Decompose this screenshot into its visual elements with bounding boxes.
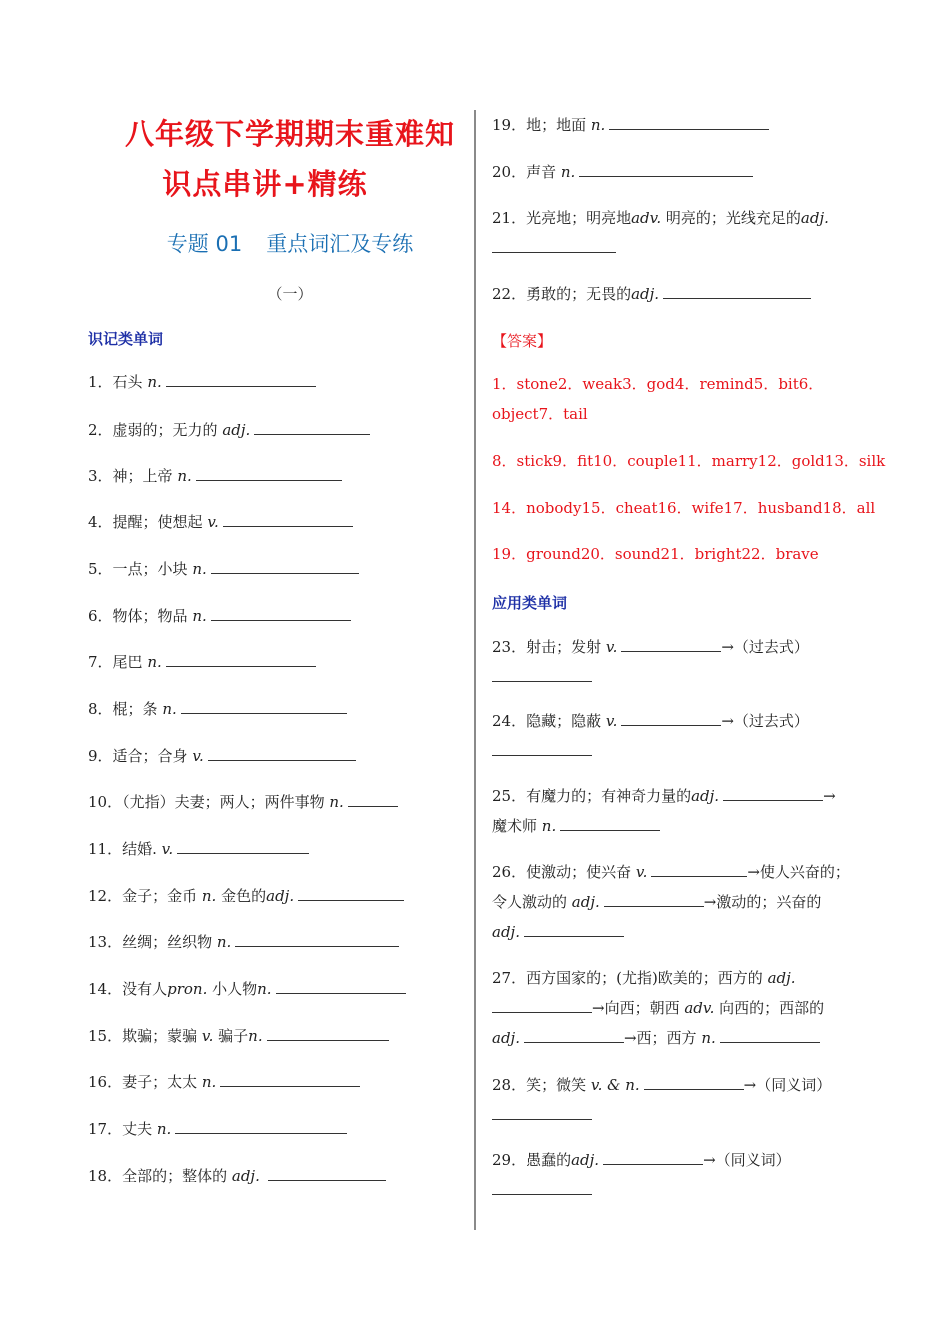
answer-blank[interactable] <box>254 420 370 435</box>
vocab-item-21-blank <box>492 238 616 258</box>
vocab-item-20: 20．声音 n. <box>492 162 753 182</box>
vocab-item-9: 9．适合；合身 v. <box>88 746 356 766</box>
vocab-item-11: 11．结婚. v. <box>88 839 309 859</box>
vocab-item-24-blank <box>492 741 592 761</box>
answer-line-1: 1．stone2．weak3．god4．remind5．bit6． <box>492 375 824 393</box>
answer-blank[interactable] <box>663 284 811 299</box>
answer-line-2: object7．tail <box>492 405 588 423</box>
vocab-item-28-blank <box>492 1105 592 1125</box>
vocab-item-21: 21．光亮地；明亮地adv. 明亮的；光线充足的adj. <box>492 209 829 227</box>
answer-blank[interactable] <box>492 998 592 1013</box>
answer-heading: 【答案】 <box>492 332 553 350</box>
vocab-item-3: 3．神；上帝 n. <box>88 466 342 486</box>
answer-blank[interactable] <box>175 1119 347 1134</box>
answer-blank[interactable] <box>298 886 404 901</box>
answer-blank[interactable] <box>268 1166 386 1181</box>
answer-blank[interactable] <box>720 1028 820 1043</box>
vocab-item-18: 18．全部的；整体的 adj. <box>88 1166 386 1186</box>
title-line-1: 八年级下学期期末重难知 <box>124 117 455 151</box>
vocab-item-22: 22．勇敢的；无畏的adj. <box>492 284 811 304</box>
answer-blank[interactable] <box>621 711 721 726</box>
answer-blank[interactable] <box>276 979 406 994</box>
section-recognize-heading: 识记类单词 <box>88 330 164 348</box>
answer-blank[interactable] <box>644 1075 744 1090</box>
vocab-item-25-line2: 魔术师 n. <box>492 816 660 836</box>
answer-blank[interactable] <box>177 839 309 854</box>
topic-number: 专题 01 <box>166 232 243 256</box>
answer-blank[interactable] <box>348 792 398 807</box>
vocab-item-16: 16．妻子；太太 n. <box>88 1072 360 1092</box>
answer-blank[interactable] <box>560 816 660 831</box>
vocab-item-13: 13．丝绸；丝织物 n. <box>88 932 399 952</box>
vocab-item-15: 15．欺骗；蒙骗 v. 骗子n. <box>88 1026 389 1046</box>
vocab-item-1: 1．石头 n. <box>88 372 316 392</box>
answer-blank[interactable] <box>235 932 399 947</box>
answer-blank[interactable] <box>621 637 721 652</box>
answer-blank[interactable] <box>208 746 356 761</box>
vocab-item-19: 19．地；地面 n. <box>492 115 769 135</box>
vocab-item-24: 24．隐藏；隐蔽 v. →（过去式） <box>492 712 809 730</box>
vocab-item-27-line2: →向西；朝西 adv. 向西的；西部的 <box>492 998 824 1018</box>
answer-blank[interactable] <box>166 372 316 387</box>
vocab-item-14: 14．没有人pron. 小人物n. <box>88 979 406 999</box>
vocab-item-28: 28．笑；微笑 v. & n. →（同义词） <box>492 1076 832 1094</box>
answer-line-4: 14．nobody15．cheat16．wife17．husband18．all <box>492 499 876 517</box>
vocab-item-25: 25．有魔力的；有神奇力量的adj. → <box>492 787 836 805</box>
answer-blank[interactable] <box>196 466 342 481</box>
vocab-item-17: 17．丈夫 n. <box>88 1119 347 1139</box>
vocab-item-2: 2．虚弱的；无力的 adj. <box>88 420 370 440</box>
vocab-item-23-blank <box>492 667 592 687</box>
vocab-item-23: 23．射击；发射 v. →（过去式） <box>492 638 809 656</box>
title-line-2: 识点串讲+精练 <box>162 167 368 201</box>
answer-blank[interactable] <box>492 1105 592 1120</box>
vocab-item-7: 7．尾巴 n. <box>88 652 316 672</box>
vocab-item-12: 12．金子；金币 n. 金色的adj. <box>88 886 404 906</box>
vocab-item-27-line3: adj. →西；西方 n. <box>492 1028 820 1048</box>
vocab-item-8: 8．棍；条 n. <box>88 699 347 719</box>
answer-blank[interactable] <box>524 922 624 937</box>
vocab-item-5: 5．一点；小块 n. <box>88 559 359 579</box>
vocab-item-27: 27．西方国家的；(尤指)欧美的；西方的 adj. <box>492 969 796 987</box>
topic-name: 重点词汇及专练 <box>266 232 414 256</box>
answer-blank[interactable] <box>181 699 347 714</box>
topic-heading <box>130 228 450 258</box>
answer-blank[interactable] <box>524 1028 624 1043</box>
answer-blank[interactable] <box>579 162 753 177</box>
answer-blank[interactable] <box>220 1072 360 1087</box>
vocab-item-26-line3: adj. <box>492 922 624 942</box>
answer-blank[interactable] <box>267 1026 389 1041</box>
vocab-item-29: 29．愚蠢的adj. →（同义词） <box>492 1151 791 1169</box>
answer-blank[interactable] <box>492 238 616 253</box>
answer-blank[interactable] <box>223 512 353 527</box>
answer-blank[interactable] <box>603 1150 703 1165</box>
part-label: （一） <box>267 285 313 303</box>
vocab-item-26-line2: 令人激动的 adj. →激动的；兴奋的 <box>492 893 822 911</box>
answer-line-5: 19．ground20．sound21．bright22．brave <box>492 545 819 563</box>
answer-blank[interactable] <box>651 862 747 877</box>
answer-blank[interactable] <box>492 667 592 682</box>
answer-blank[interactable] <box>604 892 704 907</box>
answer-blank[interactable] <box>492 741 592 756</box>
answer-blank[interactable] <box>166 652 316 667</box>
answer-blank[interactable] <box>211 559 359 574</box>
vocab-item-4: 4．提醒；使想起 v. <box>88 512 353 532</box>
answer-line-3: 8．stick9．fit10．couple11．marry12．gold13．silk <box>492 452 886 470</box>
answer-blank[interactable] <box>492 1180 592 1195</box>
column-divider <box>474 110 476 1230</box>
vocab-item-10: 10．（尤指）夫妻；两人；两件事物 n. <box>88 792 398 812</box>
section-apply-heading: 应用类单词 <box>492 594 568 612</box>
answer-blank[interactable] <box>723 786 823 801</box>
vocab-item-6: 6．物体；物品 n. <box>88 606 351 626</box>
vocab-item-29-blank <box>492 1180 592 1200</box>
answer-blank[interactable] <box>609 115 769 130</box>
answer-blank[interactable] <box>211 606 351 621</box>
vocab-item-26: 26．使激动；使兴奋 v. →使人兴奋的； <box>492 863 850 881</box>
